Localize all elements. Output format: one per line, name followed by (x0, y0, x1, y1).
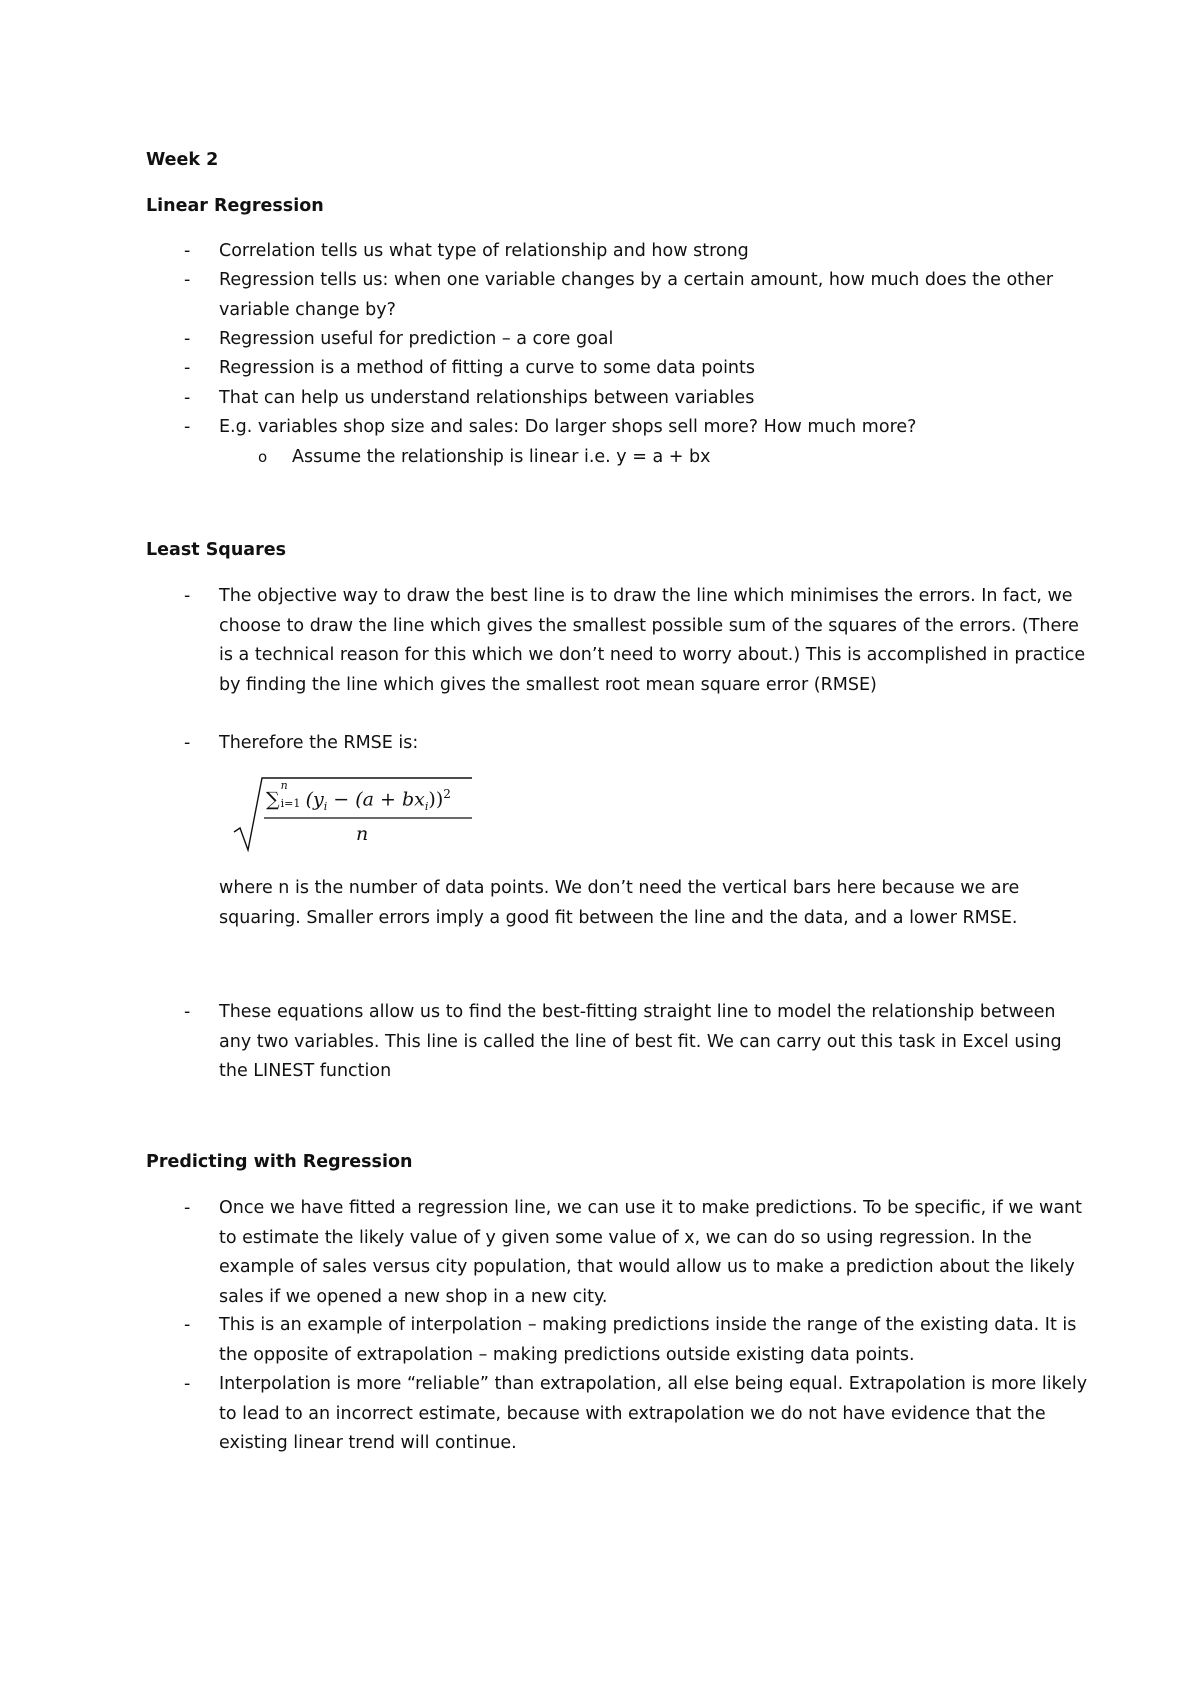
bullet-text: E.g. variables shop size and sales: Do larger shops sell more? How much more? (219, 417, 917, 437)
formula-close: )) (428, 788, 444, 811)
bullet-text: This is an example of interpolation – making predictions inside the range of the existing data. It is the opposite of extrapolation – making predictions outside existing data points. (219, 1315, 1077, 1365)
bullet-dash: - (184, 329, 191, 349)
bullet-text: Regression tells us: when one variable changes by a certain amount, how much does the other variable change by? (219, 270, 1054, 320)
bullet-text: That can help us understand relationships between variables (219, 388, 755, 408)
sum-upper-limit: n (280, 779, 288, 792)
linear-regression-heading: Linear Regression (146, 196, 324, 216)
bullet-text: Therefore the RMSE is: (219, 733, 419, 753)
formula-middle: − (a + bx (327, 788, 425, 811)
bullet-dash: - (184, 1374, 191, 1394)
bullet-dash: - (184, 241, 191, 261)
bullet-dash: - (184, 388, 191, 408)
bullet-text: Regression useful for prediction – a core goal (219, 329, 614, 349)
bullet-dash: - (184, 1002, 191, 1022)
bullet-dash: - (184, 1315, 191, 1335)
sum-symbol: ∑ (266, 788, 280, 811)
week-title: Week 2 (146, 150, 219, 170)
formula-denominator: n (356, 823, 369, 845)
bullet-text: These equations allow us to find the best-fitting straight line to model the relationship between any two variables. This line is called the line of best fit. We can carry out this task in Excel using the LINEST function (219, 1002, 1062, 1081)
sub-bullet-text: Assume the relationship is linear i.e. y = a + bx (292, 447, 711, 467)
bullet-dash: - (184, 270, 191, 290)
bullet-text: Correlation tells us what type of relationship and how strong (219, 241, 749, 261)
formula-numerator (266, 779, 451, 819)
bullet-text: Regression is a method of fitting a curve to some data points (219, 358, 755, 378)
bullet-dash: - (184, 358, 191, 378)
formula-subscript: i (323, 800, 328, 814)
bullet-dash: - (184, 417, 191, 437)
formula-power: 2 (443, 787, 451, 801)
bullet-text: Once we have fitted a regression line, we can use it to make predictions. To be specific, if we want to estimate the likely value of y given some value of x, we can do so using regression. In the example of sales versus city population, that would allow us to make a prediction about the likely sales if we opened a new shop in a new city. (219, 1198, 1082, 1307)
rmse-formula (232, 774, 492, 852)
bullet-text: Interpolation is more “reliable” than extrapolation, all else being equal. Extrapolation is more likely to lead to an incorrect estimate, because with extrapolation we do not have evidence that the existing linear trend will continue. (219, 1374, 1088, 1453)
formula-subscript: i (424, 800, 429, 814)
bullet-dash: - (184, 733, 191, 753)
sum-lower-limit: i=1 (280, 797, 301, 810)
bullet-dash: - (184, 1198, 191, 1218)
formula-explanation: where n is the number of data points. We don’t need the vertical bars here because we are squaring. Smaller errors imply a good fit between the line and the data, and a lower RMSE. (219, 878, 1020, 928)
formula-body: (y (305, 788, 324, 811)
bullet-dash: - (184, 586, 191, 606)
least-squares-heading: Least Squares (146, 540, 287, 560)
predicting-heading: Predicting with Regression (146, 1152, 413, 1172)
bullet-text: The objective way to draw the best line is to draw the line which minimises the errors. In fact, we choose to draw the line which gives the smallest possible sum of the squares of the errors. (There is a technical reason for this which we don’t need to worry about.) This is accomplished in practice by finding the line which gives the smallest root mean square error (RMSE) (219, 586, 1086, 695)
sub-bullet-marker: o (258, 448, 268, 466)
